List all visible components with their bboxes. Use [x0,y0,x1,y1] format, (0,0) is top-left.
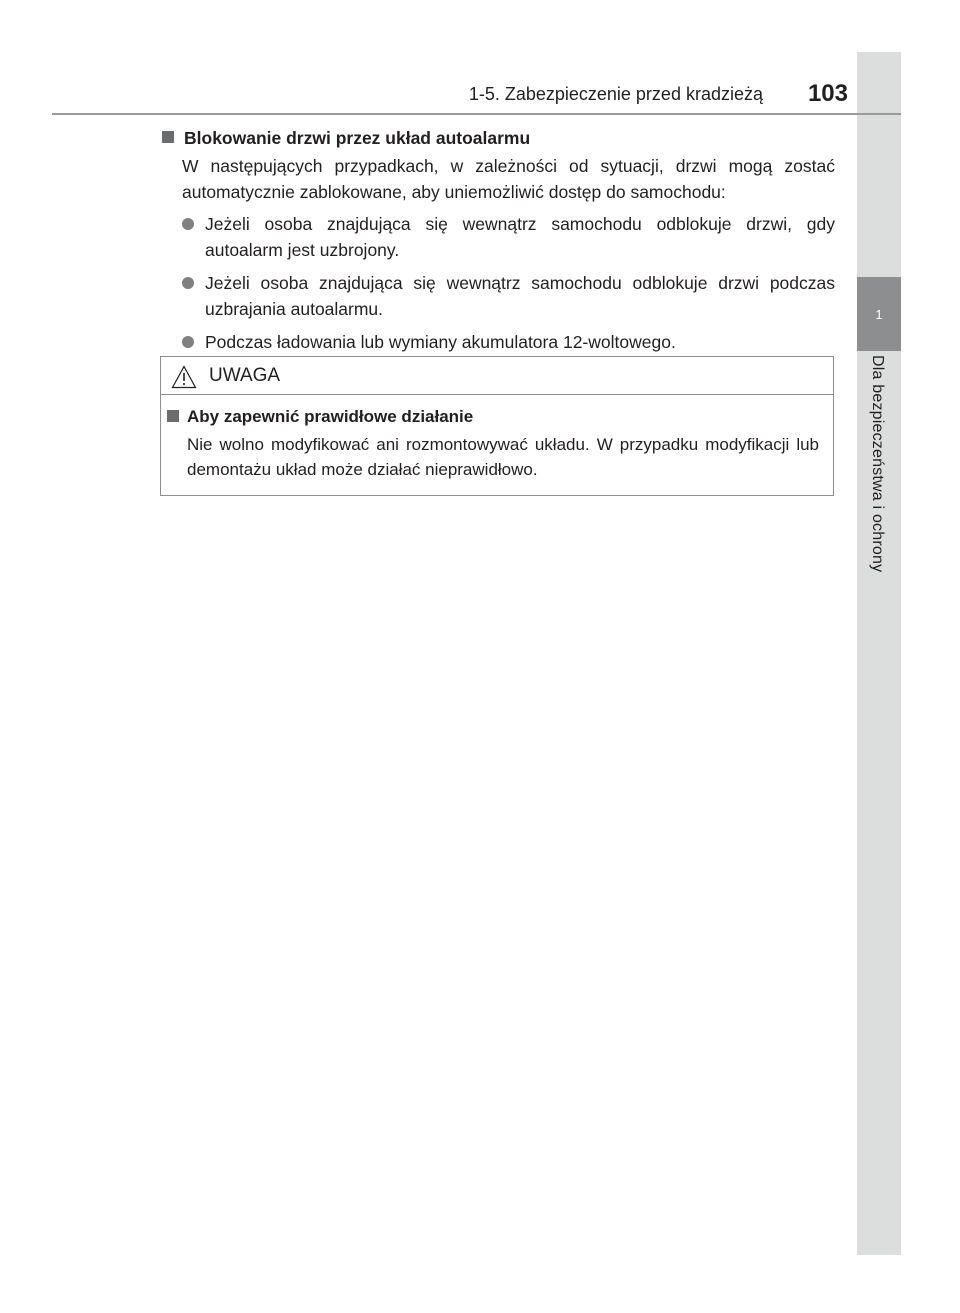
chapter-number: 1 [857,277,901,351]
chapter-side-tab [857,52,901,1255]
header-section-title: 1-5. Zabezpieczenie przed kradzieżą [468,84,763,104]
section-intro: W następujących przypadkach, w zależności od sytuacji, drzwi mogą zostać automatycznie zablokowane, aby uniemożliwić dostęp do samochodu: [182,156,835,202]
round-bullet-icon [182,277,194,289]
warning-header [161,357,833,395]
list-item-text: Jeżeli osoba znajdująca się wewnątrz samochodu odblokuje drzwi, gdy autoalarm jest uzbrojony. [205,214,835,260]
warning-heading-text: Aby zapewnić prawidłowe działanie [187,407,474,426]
condition-list [160,211,835,355]
warning-box [160,356,834,496]
warning-triangle-icon [171,365,197,389]
warning-label: UWAGA [209,365,281,386]
warning-heading [167,405,819,429]
list-item [160,329,835,355]
list-item-text: Jeżeli osoba znajdująca się wewnątrz samochodu odblokuje drzwi podczas uzbrajania autoalarmu. [205,273,835,319]
round-bullet-icon [182,218,194,230]
warning-text: Nie wolno modyfikować ani rozmontowywać układu. W przypadku modyfikacji lub demontażu układ może działać nieprawidłowo. [187,435,819,479]
chapter-title: Dla bezpieczeństwa i ochrony [869,355,886,573]
round-bullet-icon [182,336,194,348]
warning-body [161,395,833,482]
list-item [160,211,835,263]
square-bullet-icon [167,410,179,422]
list-item-text: Podczas ładowania lub wymiany akumulatora 12-woltowego. [205,332,676,352]
main-content [160,126,835,362]
header-divider [52,113,901,115]
section-heading [160,126,835,150]
square-bullet-icon [162,131,174,143]
list-item [160,270,835,322]
section-heading-text: Blokowanie drzwi przez układ autoalarmu [184,128,531,148]
page-number: 103 [807,80,848,107]
